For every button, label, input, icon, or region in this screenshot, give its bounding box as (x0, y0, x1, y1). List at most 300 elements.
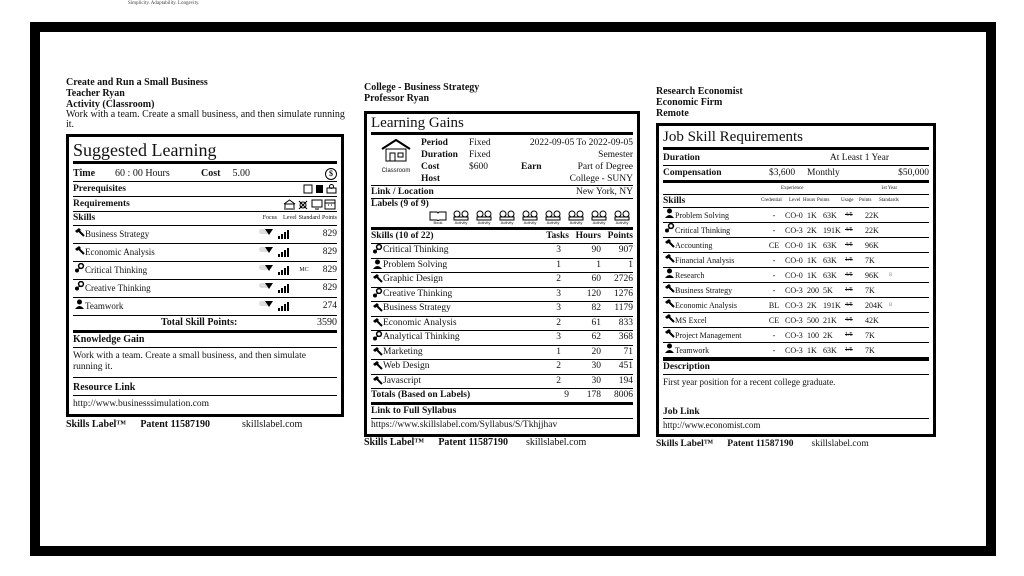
nodes-icon (371, 331, 383, 345)
usage-fraction: 1/5 (845, 346, 853, 353)
label-icon-caption: Activity (592, 220, 606, 225)
skill-name: Web Design (383, 361, 430, 371)
hammer-icon (371, 317, 383, 331)
skill-cred: - (772, 270, 776, 280)
first-year-header: 1st Year (881, 186, 898, 191)
experience-header: Experience (781, 186, 804, 191)
skill-cred: - (772, 285, 776, 295)
first-year-points: 42K (865, 315, 879, 325)
points2-header: Points (859, 198, 872, 203)
job-location: Remote (656, 108, 689, 119)
job-skill-row (663, 223, 929, 238)
activity-header (66, 77, 354, 130)
nodes-icon (663, 223, 675, 237)
hammer-icon (663, 238, 675, 252)
label-icon-caption: Activity (523, 220, 537, 225)
person-icon (663, 208, 675, 222)
skill-row (371, 331, 633, 346)
skill-hours: 2K (807, 300, 817, 310)
nodes-icon (371, 288, 383, 302)
level-header: Level (789, 198, 801, 203)
usage-fraction: 1/5 (845, 256, 853, 263)
skill-name: Project Management (675, 330, 742, 340)
label-icon-caption: Activity (454, 220, 468, 225)
totals-tasks: 9 (564, 390, 569, 400)
footer-trademark: Skills Label™ (656, 439, 714, 449)
skill-cred: - (772, 210, 776, 220)
skill-row (371, 244, 633, 259)
points-header: Points (321, 215, 337, 221)
skill-hours: 30 (591, 361, 601, 371)
job-skill-label (656, 123, 936, 437)
label-icon-caption: Book (433, 220, 443, 225)
skill-tasks: 2 (556, 274, 561, 284)
footer-site[interactable]: skillslabel.com (242, 419, 303, 430)
hours-header: Hours (803, 198, 816, 203)
cost-label: Cost (421, 162, 440, 172)
skill-points: 63K (823, 270, 837, 280)
skill-name: Business Strategy (383, 303, 451, 313)
total-value: 3590 (317, 317, 337, 328)
level-bars-icon (278, 248, 289, 257)
skill-row (371, 288, 633, 303)
standard-code: MC (299, 267, 309, 273)
skill-hours: 1K (807, 240, 817, 250)
classroom-icon-box (371, 137, 421, 185)
skill-hours: 61 (591, 317, 601, 328)
total-label: Total Skill Points: (161, 317, 238, 328)
cost-label: Cost (201, 168, 221, 179)
skill-points: 829 (322, 283, 337, 293)
duration-value: At Least 1 Year (829, 153, 889, 163)
usage-fraction: 1/5 (845, 286, 853, 293)
usage-fraction: 4/5 (845, 226, 853, 233)
skill-points: 2726 (614, 274, 633, 284)
skill-hours: 82 (591, 303, 601, 313)
hammer-icon (663, 328, 675, 342)
skill-hours: 1K (807, 255, 817, 265)
focus-toggle-icon (258, 244, 274, 261)
hammer-icon (371, 302, 383, 316)
compensation-period: Monthly (807, 168, 840, 178)
skill-points: 63K (823, 345, 837, 355)
skill-level: CO-3 (785, 225, 803, 235)
skill-cred: - (772, 345, 776, 355)
label-icon-caption: Activity (477, 220, 491, 225)
credential-header: Credential (761, 198, 782, 203)
focus-toggle-icon (258, 298, 274, 315)
syllabus-link[interactable]: https://www.skillslabel.com/Syllabus/S/Tkhjjhav (371, 420, 558, 430)
label-icon-caption: Activity (546, 220, 560, 225)
footer-trademark: Skills Label™ (66, 419, 127, 430)
totals-hours: 178 (586, 390, 601, 400)
skill-name: Financial Analysis (675, 255, 735, 265)
job-skill-row (663, 298, 929, 313)
job-link[interactable]: http://www.economist.com (663, 420, 761, 430)
job-column (656, 86, 940, 449)
skill-points: 21K (823, 315, 837, 325)
description-label: Description (663, 358, 929, 375)
standards-header: Standards (879, 198, 899, 203)
standards-code: B (889, 272, 893, 278)
host-label: Host (421, 174, 440, 184)
tasks-header: Tasks (546, 231, 569, 241)
skill-name: Research (675, 270, 705, 280)
activity-label-icon (496, 210, 518, 225)
classroom-icon (379, 137, 413, 163)
hours-header: Hours (575, 231, 601, 241)
skill-points: 274 (322, 301, 337, 311)
footer-patent: Patent 11587190 (140, 419, 211, 430)
skill-hours: 60 (591, 274, 601, 284)
skill-row (371, 317, 633, 332)
skill-hours: 1K (807, 345, 817, 355)
professor-name: Professor Ryan (364, 93, 430, 104)
focus-toggle-icon (258, 262, 274, 279)
job-title: Research Economist (656, 86, 743, 97)
skill-points: 71 (623, 346, 633, 357)
course-title: College - Business Strategy (364, 82, 480, 93)
usage-fraction: 4/5 (845, 211, 853, 218)
skill-level: CO-3 (785, 300, 803, 310)
skill-name: Marketing (383, 346, 423, 357)
skill-cred: BL (768, 300, 780, 310)
hammer-icon (663, 313, 675, 327)
job-skill-row (663, 238, 929, 253)
skill-cred: - (772, 330, 776, 340)
activity-summary: Work with a team. Create a small business, and then simulate running it. (66, 109, 345, 130)
skill-tasks: 3 (556, 288, 561, 299)
course-header (364, 82, 646, 104)
footer-patent: Patent 11587190 (727, 439, 794, 449)
skill-level: CO-3 (785, 345, 803, 355)
skill-tasks: 3 (556, 332, 561, 342)
skill-points: 63K (823, 210, 837, 220)
job-skill-row (663, 283, 929, 298)
period-label: Period (421, 138, 448, 148)
job-skill-row (663, 328, 929, 343)
skill-row (73, 244, 337, 262)
skill-hours: 90 (591, 245, 601, 255)
skill-row (73, 226, 337, 244)
skill-row (371, 375, 633, 390)
hammer-icon (663, 253, 675, 267)
skill-row (73, 262, 337, 280)
prerequisites-label: Prerequisites (73, 184, 126, 194)
skill-cred: CE (768, 315, 780, 325)
skill-level: CO-3 (785, 285, 803, 295)
link-location-value: New York, NY (575, 187, 633, 197)
activity-type: Activity (Classroom) (66, 99, 155, 110)
activity-label-icon (450, 210, 472, 225)
usage-fraction: 4/5 (845, 316, 853, 323)
person-icon (663, 343, 675, 357)
teacher-name: Teacher Ryan (66, 88, 125, 99)
skill-hours: 1K (807, 210, 817, 220)
book-label-icon (427, 210, 449, 225)
skill-tasks: 2 (556, 317, 561, 328)
label-footer (66, 419, 354, 430)
focus-toggle-icon (258, 226, 274, 243)
skills-count: Skills (10 of 22) (371, 231, 434, 241)
skill-level: CO-0 (785, 270, 803, 280)
footer-site[interactable]: skillslabel.com (526, 437, 587, 448)
skill-hours: 120 (586, 288, 601, 299)
hammer-icon (663, 298, 675, 312)
skill-name: Problem Solving (383, 259, 448, 270)
job-skill-row (663, 268, 929, 283)
compensation-label: Compensation (663, 168, 722, 178)
skill-level: CO-3 (785, 330, 803, 340)
level-bars-icon (278, 230, 289, 239)
skill-points: 907 (618, 245, 633, 255)
classroom-caption: Classroom (381, 168, 411, 174)
period-type: Fixed (469, 138, 491, 148)
skill-name: MS Excel (675, 315, 707, 325)
totals-points: 8006 (614, 390, 633, 400)
skill-list (73, 226, 337, 316)
learning-gains-label (364, 111, 640, 437)
skill-points: 5K (823, 285, 833, 295)
hammer-icon (371, 375, 383, 389)
skill-hours: 200 (807, 285, 819, 295)
activity-column (66, 77, 354, 430)
skill-row (371, 360, 633, 375)
skill-name: Teamwork (675, 345, 710, 355)
usage-fraction: 4/5 (845, 241, 853, 248)
usage-fraction: 4/5 (845, 301, 853, 308)
nodes-icon (73, 280, 85, 297)
course-column (364, 82, 646, 448)
company-name: Economic Firm (656, 97, 723, 108)
compensation-to: $50,000 (898, 168, 929, 178)
activity-label-icon (519, 210, 541, 225)
skill-tasks: 2 (556, 375, 561, 386)
skill-points: 194 (618, 375, 633, 386)
skill-name: Graphic Design (383, 274, 443, 284)
skill-hours: 1K (807, 270, 817, 280)
skill-level: CO-0 (785, 240, 803, 250)
nodes-icon (73, 262, 85, 279)
person-icon (73, 298, 85, 315)
first-year-points: 7K (865, 285, 875, 295)
skill-name: Business Strategy (675, 285, 733, 295)
level-header: Level (282, 215, 297, 221)
skill-hours: 62 (591, 332, 601, 342)
skill-points: 833 (618, 317, 633, 328)
skill-level: CO-0 (785, 255, 803, 265)
person-icon (371, 259, 383, 273)
points-header: Points (817, 198, 830, 203)
period-value: 2022-09-05 To 2022-09-05 (529, 138, 633, 148)
duration-label: Duration (421, 150, 458, 160)
skill-name: Creative Thinking (383, 288, 453, 299)
labels-count: Labels (9 of 9) (371, 199, 429, 209)
first-year-points: 7K (865, 345, 875, 355)
dollar-icon: $ (325, 168, 337, 180)
activity-label-icon (611, 210, 633, 225)
labels-section (371, 199, 633, 230)
activity-label-icon (542, 210, 564, 225)
description-text: First year position for a recent college graduate. (663, 377, 836, 387)
duration-label: Duration (663, 153, 700, 163)
skill-hours: 20 (591, 346, 601, 357)
hammer-icon (73, 226, 85, 243)
skill-name: Economic Analysis (383, 317, 457, 328)
skill-hours: 500 (807, 315, 819, 325)
skill-hours: 1 (596, 259, 601, 270)
skill-name: Teamwork (85, 301, 124, 311)
footer-patent: Patent 11587190 (438, 437, 509, 448)
skill-tasks: 3 (556, 245, 561, 255)
hammer-icon (73, 244, 85, 261)
usage-fraction: 4/5 (845, 271, 853, 278)
skill-name: Critical Thinking (383, 245, 449, 255)
earn-label: Earn (521, 162, 542, 172)
skill-name: Critical Thinking (675, 225, 731, 235)
usage-header: Usage (841, 198, 854, 203)
skill-points: 829 (322, 229, 337, 239)
first-year-points: 204K (865, 300, 883, 310)
skill-points: 191K (823, 225, 841, 235)
activity-label-icon (473, 210, 495, 225)
skill-points: 1276 (614, 288, 633, 299)
footer-site[interactable]: skillslabel.com (811, 439, 869, 449)
label-footer (364, 437, 646, 448)
activity-title: Create and Run a Small Business (66, 77, 208, 88)
skill-name: Economic Analysis (675, 300, 737, 310)
skill-table (371, 244, 633, 389)
focus-header: Focus (262, 215, 277, 221)
job-skill-table (663, 208, 929, 358)
skill-tasks: 1 (556, 346, 561, 357)
time-label: Time (73, 168, 96, 179)
knowledge-gain-label: Knowledge Gain (73, 334, 145, 345)
skill-tasks: 3 (556, 303, 561, 313)
skill-row (371, 302, 633, 317)
knowledge-text: Work with a team. Create a small business, and then simulate running it. (73, 348, 337, 378)
skill-row (371, 259, 633, 274)
focus-toggle-icon (258, 280, 274, 297)
skills-label: Skills (73, 213, 96, 223)
skill-hours: 100 (807, 330, 819, 340)
link-location-label: Link / Location (371, 187, 434, 197)
job-skill-row (663, 208, 929, 223)
label-title: Job Skill Requirements (663, 129, 929, 150)
resource-link[interactable]: http://www.businesssimulation.com (73, 399, 210, 409)
compensation-from: $3,600 (769, 168, 796, 178)
tagline: Simplicity. Adaptability. Longevity. (128, 1, 200, 6)
time-value: 60 : 00 Hours (115, 168, 170, 179)
first-year-points: 22K (865, 210, 879, 220)
prerequisite-icons (303, 184, 337, 194)
skill-level: CO-3 (785, 315, 803, 325)
job-skill-row (663, 253, 929, 268)
skill-name: Problem Solving (675, 210, 730, 220)
skill-points: 191K (823, 300, 841, 310)
level-bars-icon (278, 284, 289, 293)
skill-points: 2K (823, 330, 833, 340)
skill-points: 451 (618, 361, 633, 371)
standard-header: Standard (298, 215, 320, 221)
skill-row (371, 346, 633, 361)
skill-hours: 2K (807, 225, 817, 235)
skill-points: 1179 (614, 303, 633, 313)
label-title: Learning Gains (371, 115, 633, 135)
skill-cred: - (772, 255, 776, 265)
person-icon (663, 268, 675, 282)
first-year-points: 96K (865, 270, 879, 280)
suggested-learning-label (66, 134, 344, 417)
first-year-points: 22K (865, 225, 879, 235)
job-link-label: Job Link (663, 406, 929, 419)
earn-value: Part of Degree (577, 162, 633, 172)
standards-code: B (889, 302, 893, 308)
skill-name: Analytical Thinking (383, 332, 460, 342)
job-skill-row (663, 313, 929, 328)
skill-name: Javascript (383, 375, 421, 386)
skill-name: Economic Analysis (85, 247, 155, 257)
footer-trademark: Skills Label™ (364, 437, 425, 448)
skill-points: 368 (618, 332, 633, 342)
label-title: Suggested Learning (73, 140, 337, 164)
cost-value: $600 (469, 162, 488, 172)
skill-points: 63K (823, 240, 837, 250)
hammer-icon (371, 346, 383, 360)
level-bars-icon (278, 266, 289, 275)
label-icon-caption: Activity (615, 220, 629, 225)
job-skill-row (663, 343, 929, 358)
skill-level: CO-0 (785, 210, 803, 220)
label-icon-caption: Activity (569, 220, 583, 225)
activity-label-icon (565, 210, 587, 225)
skill-name: Critical Thinking (85, 265, 148, 275)
skill-hours: 30 (591, 375, 601, 386)
skill-name: Creative Thinking (85, 283, 151, 293)
skill-points: 1 (628, 259, 633, 270)
totals-label: Totals (Based on Labels) (371, 390, 471, 400)
hammer-icon (663, 283, 675, 297)
first-year-points: 7K (865, 255, 875, 265)
resource-link-label: Resource Link (73, 382, 136, 393)
cost-value: 5.00 (232, 168, 250, 179)
syllabus-label: Link to Full Syllabus (371, 405, 633, 419)
skill-name: Accounting (675, 240, 713, 250)
skill-tasks: 1 (556, 259, 561, 270)
duration-type: Fixed (469, 150, 491, 160)
label-icon-row (371, 210, 633, 225)
label-icon-caption: Activity (500, 220, 514, 225)
skill-points: 63K (823, 255, 837, 265)
skill-points: 829 (322, 265, 337, 275)
skill-row (371, 273, 633, 288)
activity-label-icon (588, 210, 610, 225)
label-footer (656, 439, 940, 449)
skill-row (73, 298, 337, 316)
skills-label: Skills (663, 196, 686, 206)
hammer-icon (371, 360, 383, 374)
skill-tasks: 2 (556, 361, 561, 371)
skill-points: 829 (322, 247, 337, 257)
hammer-icon (371, 273, 383, 287)
requirements-label: Requirements (73, 199, 130, 209)
job-header (656, 86, 940, 119)
host-value: College - SUNY (569, 174, 633, 184)
skill-row (73, 280, 337, 298)
nodes-icon (371, 244, 383, 258)
first-year-points: 7K (865, 330, 875, 340)
skill-cred: CE (768, 240, 780, 250)
